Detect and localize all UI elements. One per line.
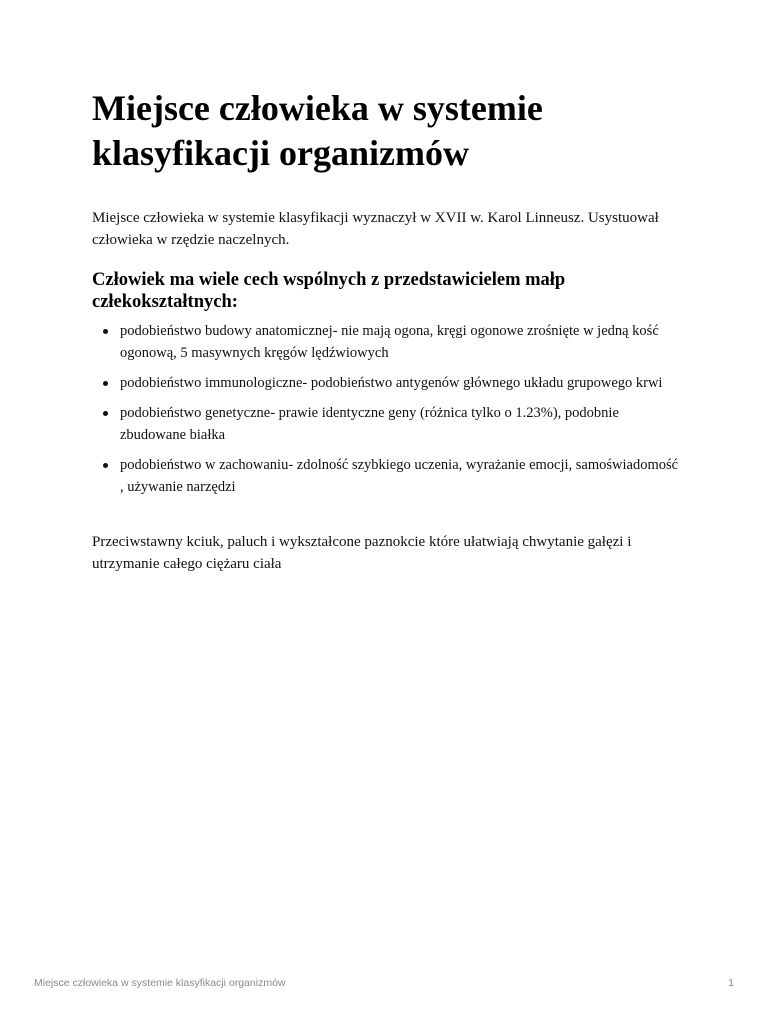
list-item-text: podobieństwo immunologiczne- podobieństwo antygenów głównego układu grupowego krwi: [120, 375, 663, 391]
bullet-icon: [103, 463, 108, 468]
intro-paragraph: Miejsce człowieka w systemie klasyfikacji wyznaczył w XVII w. Karol Linneusz. Usystuował człowieka w rzędzie naczelnych.: [92, 210, 659, 248]
list-item: [92, 320, 682, 364]
bullet-icon: [103, 381, 108, 386]
page-number: 1: [728, 977, 734, 989]
bullet-icon: [103, 329, 108, 334]
list-item-text: podobieństwo w zachowaniu- zdolność szybkiego uczenia, wyrażanie emocji, samoświadomość , używanie narzędzi: [120, 457, 679, 495]
closing-paragraph: Przeciwstawny kciuk, paluch i wykształcone paznokcie które ułatwiają chwytanie gałęzi i utrzymanie całego ciężaru ciała: [92, 534, 632, 572]
section-heading: Człowiek ma wiele cech wspólnych z przedstawicielem małp człekokształtnych:: [92, 270, 566, 312]
page-content: [92, 86, 682, 575]
list-item: [92, 402, 682, 446]
list-item: [92, 454, 682, 498]
footer-title: Miejsce człowieka w systemie klasyfikacji organizmów: [34, 977, 286, 989]
document-title: Miejsce człowieka w systemie klasyfikacji organizmów: [92, 88, 543, 173]
features-list: [92, 320, 682, 498]
bullet-icon: [103, 411, 108, 416]
list-item: [92, 372, 682, 394]
list-item-text: podobieństwo budowy anatomicznej- nie mają ogona, kręgi ogonowe zrośnięte w jedną kość ogonową, 5 masywnych kręgów lędźwiowych: [120, 323, 659, 361]
list-item-text: podobieństwo genetyczne- prawie identyczne geny (różnica tylko o 1.23%), podobnie zbudowane białka: [120, 405, 619, 443]
